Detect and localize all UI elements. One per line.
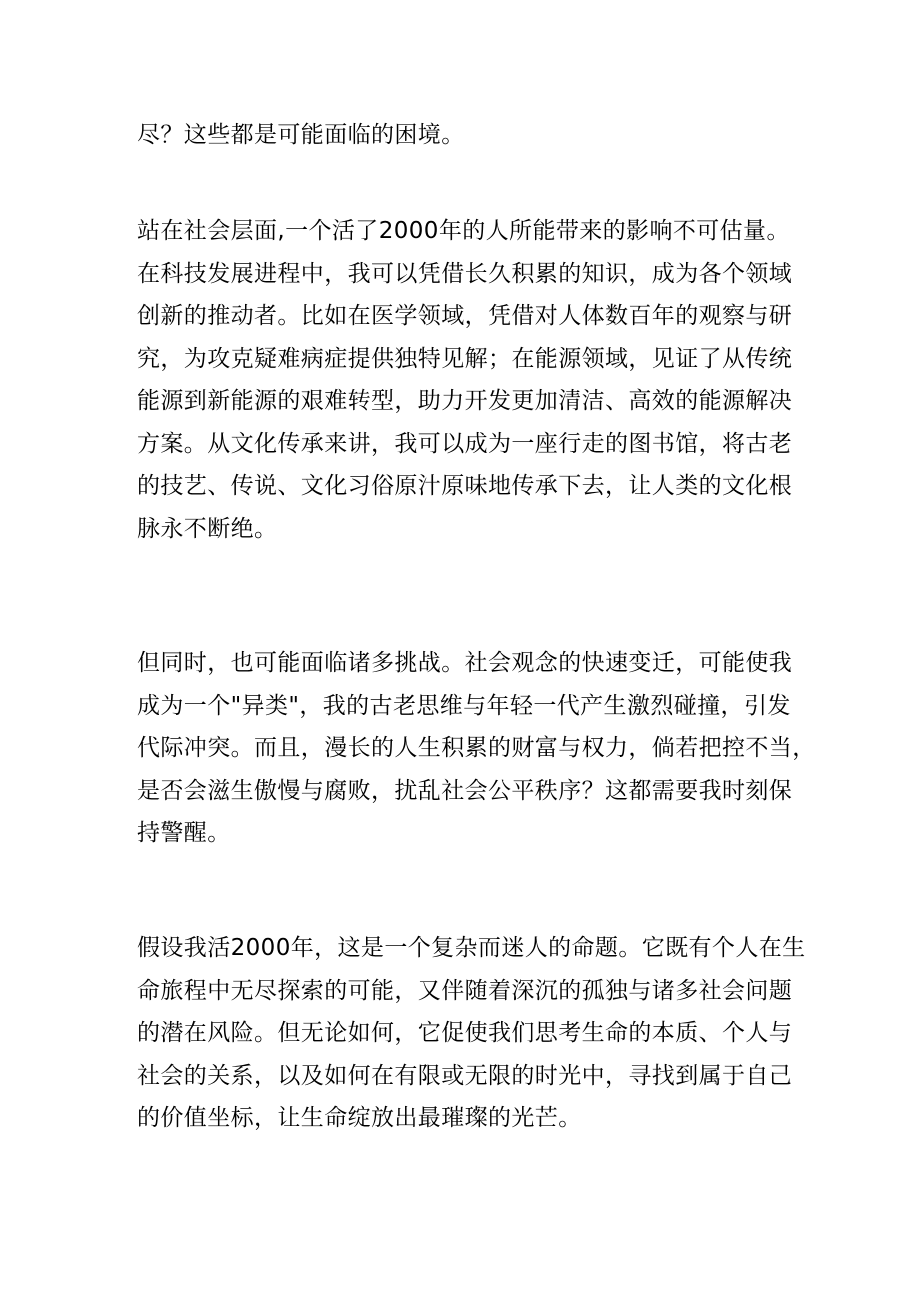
paragraph-line: 方案。从文化传承来讲，我可以成为一座行走的图书馆，将古老 — [137, 430, 793, 457]
paragraph-line: 但同时，也可能面临诸多挑战。社会观念的快速变迁，可能使我 — [137, 650, 793, 676]
paragraph-4 — [137, 927, 806, 1140]
paragraph-line: 社会的关系，以及如何在有限或无限的时光中，寻找到属于自己 — [137, 1062, 793, 1089]
paragraph-line: 持警醒。 — [137, 820, 231, 846]
paragraph-line: 的价值坐标，让生命绽放出最璀璨的光芒。 — [137, 1105, 582, 1131]
paragraph-line: 是否会滋生傲慢与腐败，扰乱社会公平秩序？这都需要我时刻保 — [137, 777, 793, 804]
paragraph-line: 脉永不断绝。 — [137, 515, 278, 542]
paragraph-2 — [137, 210, 797, 550]
paragraph-line: 的技艺、传说、文化习俗原汁原味地传承下去，让人类的文化根 — [137, 473, 793, 499]
paragraph-line: 命旅程中无尽探索的可能，又伴随着深沉的孤独与诸多社会问题 — [137, 977, 793, 1004]
paragraph-line: 创新的推动者。比如在医学领域，凭借对人体数百年的观察与研 — [137, 303, 793, 329]
paragraph-line: 能源到新能源的艰难转型，助力开发更加清洁、高效的能源解决 — [137, 388, 793, 414]
paragraph-line: 成为一个"异类"，我的古老思维与年轻一代产生激烈碰撞，引发 — [137, 692, 791, 719]
paragraph-line: 究，为攻克疑难病症提供独特见解；在能源领域，见证了从传统 — [137, 345, 793, 372]
paragraph-line: 在科技发展进程中，我可以凭借长久积累的知识，成为各个领域 — [137, 260, 793, 287]
paragraph-line: 代际冲突。而且，漫长的人生积累的财富与权力，倘若把控不当， — [137, 735, 816, 761]
paragraph-3 — [137, 642, 816, 855]
paragraph-line: 尽？这些都是可能面临的困境。 — [137, 122, 465, 148]
paragraph-line: 的潜在风险。但无论如何，它促使我们思考生命的本质、个人与 — [137, 1020, 793, 1046]
paragraph-line: 假设我活2000年，这是一个复杂而迷人的命题。它既有个人在生 — [137, 935, 806, 961]
paragraph-1 — [137, 114, 797, 157]
paragraph-line: 站在社会层面,一个活了2000年的人所能带来的影响不可估量。 — [137, 218, 790, 244]
